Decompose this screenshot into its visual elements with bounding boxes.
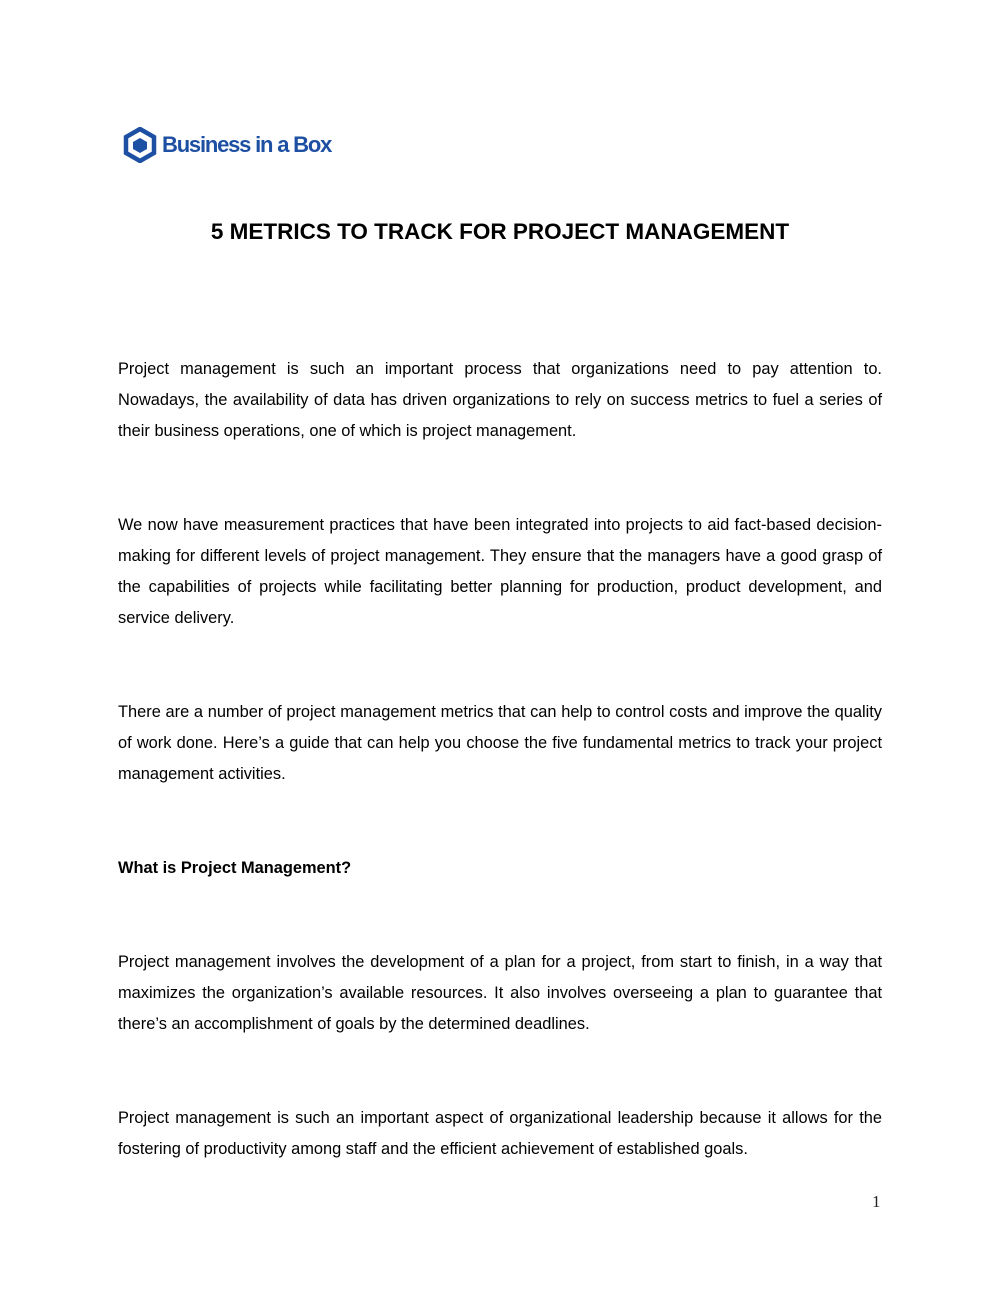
page-number: 1 bbox=[872, 1192, 881, 1211]
business-in-a-box-logo bbox=[123, 127, 331, 163]
document-title: 5 METRICS TO TRACK FOR PROJECT MANAGEMENT bbox=[210, 219, 790, 244]
section-heading: What is Project Management? bbox=[118, 859, 352, 877]
logo-brand-text: Business in a Box bbox=[162, 132, 332, 157]
intro-paragraph-3: There are a number of project management metrics that can help to control costs and improve the quality of work done. Here’s a guide that can help you choose the five fundamental metrics to track your project management activities. bbox=[118, 703, 882, 783]
section-paragraph-2: Project management is such an important aspect of organizational leadership because it allows for the fostering of productivity among staff and the efficient achievement of established goals. bbox=[118, 1109, 882, 1158]
hexagon-cube-icon bbox=[123, 127, 157, 163]
intro-paragraph-2: We now have measurement practices that have been integrated into projects to aid fact-based decision-making for different levels of project management. They ensure that the managers have a good grasp of the capabilities of projects while facilitating better planning for production, product development, and service delivery. bbox=[118, 516, 882, 627]
section-paragraph-1: Project management involves the development of a plan for a project, from start to finish, in a way that maximizes the organization’s available resources. It also involves overseeing a plan to guarantee that there’s an accomplishment of goals by the determined deadlines. bbox=[118, 953, 882, 1033]
intro-paragraph-1: Project management is such an important process that organizations need to pay attention to. Nowadays, the availability of data has driven organizations to rely on success metrics to fuel a series of their business operations, one of which is project management. bbox=[118, 360, 882, 440]
